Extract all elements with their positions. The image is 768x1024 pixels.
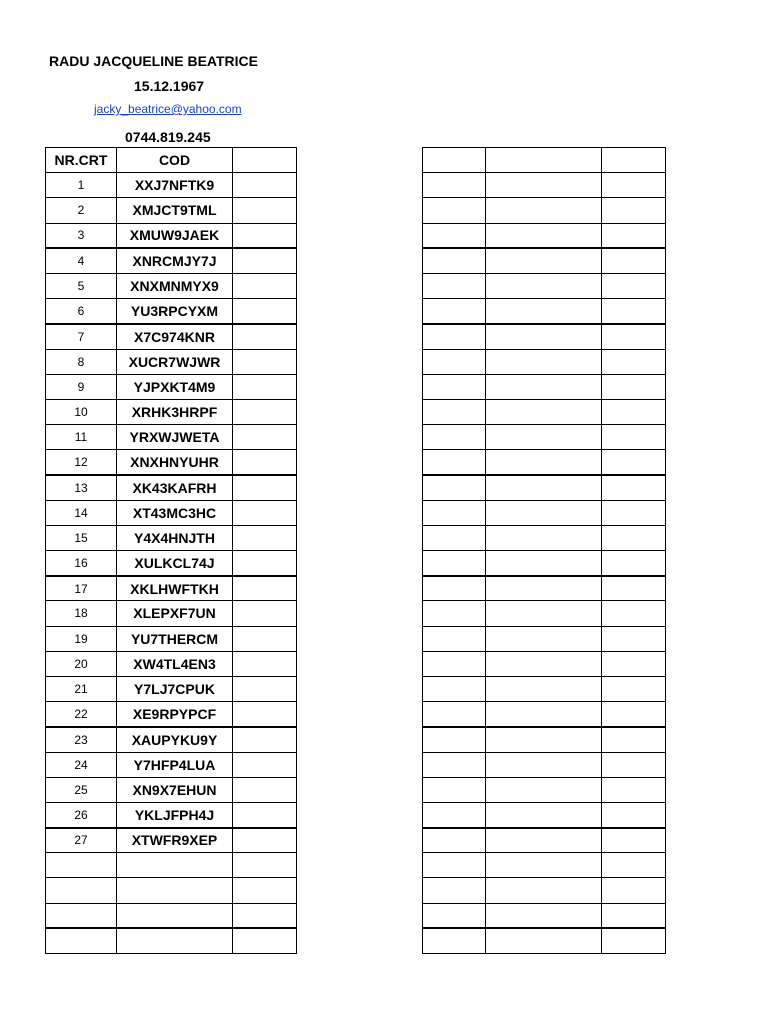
row-number: 17 [46, 576, 117, 601]
empty-cell [486, 828, 602, 853]
row-number: 26 [46, 802, 117, 827]
row-extra-cell [233, 248, 297, 273]
empty-cell [602, 223, 666, 248]
empty-cell [486, 475, 602, 500]
empty-cell [423, 853, 486, 878]
table-row [46, 525, 297, 550]
empty-cell [423, 450, 486, 475]
row-code: YKLJFPH4J [117, 802, 233, 827]
row-number: 24 [46, 752, 117, 777]
empty-cell [602, 928, 666, 953]
empty-cell [602, 878, 666, 903]
empty-cell [602, 777, 666, 802]
row-extra-cell [233, 903, 297, 928]
row-number: 23 [46, 727, 117, 752]
empty-cell [486, 248, 602, 273]
row-number: 3 [46, 223, 117, 248]
empty-cell [602, 676, 666, 701]
row-extra-cell [233, 878, 297, 903]
row-extra-cell [233, 752, 297, 777]
row-number: 13 [46, 475, 117, 500]
row-code: Y7HFP4LUA [117, 752, 233, 777]
empty-table-row [423, 828, 666, 853]
empty-cell [602, 525, 666, 550]
empty-cell [486, 299, 602, 324]
row-extra-cell [233, 475, 297, 500]
empty-cell [486, 525, 602, 550]
empty-cell [486, 425, 602, 450]
empty-cell [602, 248, 666, 273]
empty-table-row [423, 273, 666, 298]
empty-table-row [423, 853, 666, 878]
empty-cell [423, 551, 486, 576]
empty-cell [486, 727, 602, 752]
empty-table-row [423, 324, 666, 349]
empty-cell [423, 676, 486, 701]
empty-cell [602, 198, 666, 223]
table-row [46, 676, 297, 701]
row-extra-cell [233, 601, 297, 626]
row-code: XKLHWFTKH [117, 576, 233, 601]
row-extra-cell [233, 299, 297, 324]
row-number: 20 [46, 651, 117, 676]
row-code: XMJCT9TML [117, 198, 233, 223]
row-number: 10 [46, 399, 117, 424]
table-row [46, 928, 297, 953]
empty-cell [602, 802, 666, 827]
row-extra-cell [233, 828, 297, 853]
empty-cell [602, 500, 666, 525]
empty-cell [423, 727, 486, 752]
table-row [46, 777, 297, 802]
row-code: YU7THERCM [117, 626, 233, 651]
row-number [46, 853, 117, 878]
empty-cell [602, 551, 666, 576]
row-number [46, 928, 117, 953]
row-code: X7C974KNR [117, 324, 233, 349]
row-extra-cell [233, 173, 297, 198]
empty-cell [423, 223, 486, 248]
empty-cell [486, 853, 602, 878]
empty-cell [423, 601, 486, 626]
row-number: 11 [46, 425, 117, 450]
row-extra-cell [233, 853, 297, 878]
empty-cell [423, 777, 486, 802]
row-code: YRXWJWETA [117, 425, 233, 450]
row-number: 8 [46, 349, 117, 374]
row-number: 14 [46, 500, 117, 525]
row-code: XUCR7WJWR [117, 349, 233, 374]
table-row [46, 878, 297, 903]
table-row [46, 173, 297, 198]
row-number: 12 [46, 450, 117, 475]
empty-cell [486, 148, 602, 173]
empty-cell [602, 651, 666, 676]
row-code: XULKCL74J [117, 551, 233, 576]
email-link[interactable]: jacky_beatrice@yahoo.com [94, 102, 242, 116]
empty-cell [423, 349, 486, 374]
person-name: RADU JACQUELINE BEATRICE [49, 53, 258, 69]
table-row [46, 828, 297, 853]
empty-cell [486, 601, 602, 626]
empty-cell [486, 551, 602, 576]
row-number: 1 [46, 173, 117, 198]
empty-cell [486, 903, 602, 928]
empty-cell [423, 475, 486, 500]
table-header-row [46, 148, 297, 173]
empty-cell [423, 248, 486, 273]
empty-cell [423, 374, 486, 399]
row-code: XT43MC3HC [117, 500, 233, 525]
codes-table [45, 147, 297, 954]
empty-cell [486, 324, 602, 349]
empty-cell [486, 802, 602, 827]
row-extra-cell [233, 349, 297, 374]
table-row [46, 601, 297, 626]
table-row [46, 853, 297, 878]
row-extra-cell [233, 702, 297, 727]
row-number: 25 [46, 777, 117, 802]
row-number: 19 [46, 626, 117, 651]
column-header-cod: COD [117, 148, 233, 173]
row-extra-cell [233, 626, 297, 651]
row-extra-cell [233, 551, 297, 576]
row-code: YU3RPCYXM [117, 299, 233, 324]
empty-cell [486, 651, 602, 676]
empty-cell [423, 576, 486, 601]
empty-cell [602, 425, 666, 450]
empty-cell [423, 702, 486, 727]
table-row [46, 727, 297, 752]
row-extra-cell [233, 198, 297, 223]
empty-table-row [423, 878, 666, 903]
empty-cell [602, 626, 666, 651]
empty-table-row [423, 475, 666, 500]
empty-table-row [423, 551, 666, 576]
empty-cell [486, 878, 602, 903]
empty-cell [602, 702, 666, 727]
empty-cell [423, 752, 486, 777]
empty-cell [486, 173, 602, 198]
empty-cell [602, 853, 666, 878]
row-number: 5 [46, 273, 117, 298]
table-row [46, 248, 297, 273]
empty-table-row [423, 500, 666, 525]
column-header-extra [233, 148, 297, 173]
empty-cell [486, 777, 602, 802]
empty-table-row [423, 702, 666, 727]
empty-cell [486, 626, 602, 651]
empty-table-row [423, 399, 666, 424]
empty-cell [423, 273, 486, 298]
empty-cell [602, 349, 666, 374]
table-row [46, 399, 297, 424]
row-number: 2 [46, 198, 117, 223]
table-row [46, 349, 297, 374]
row-code: YJPXKT4M9 [117, 374, 233, 399]
table-row [46, 802, 297, 827]
row-number: 27 [46, 828, 117, 853]
empty-cell [423, 299, 486, 324]
empty-cell [602, 324, 666, 349]
empty-cell [486, 450, 602, 475]
row-code: XNXHNYUHR [117, 450, 233, 475]
row-extra-cell [233, 928, 297, 953]
empty-cell [423, 148, 486, 173]
table-row [46, 299, 297, 324]
table-row [46, 702, 297, 727]
empty-table-row [423, 450, 666, 475]
empty-cell [486, 374, 602, 399]
row-number: 6 [46, 299, 117, 324]
row-code: XMUW9JAEK [117, 223, 233, 248]
empty-cell [423, 626, 486, 651]
phone-number: 0744.819.245 [125, 129, 211, 145]
empty-table-row [423, 576, 666, 601]
row-extra-cell [233, 576, 297, 601]
empty-cell [602, 903, 666, 928]
empty-cell [602, 299, 666, 324]
empty-cell [486, 273, 602, 298]
empty-table-row [423, 148, 666, 173]
empty-cell [486, 349, 602, 374]
empty-cell [486, 576, 602, 601]
row-number [46, 878, 117, 903]
row-extra-cell [233, 324, 297, 349]
empty-table-row [423, 349, 666, 374]
row-extra-cell [233, 374, 297, 399]
empty-cell [602, 148, 666, 173]
table-row [46, 576, 297, 601]
row-code: XK43KAFRH [117, 475, 233, 500]
empty-table-row [423, 223, 666, 248]
empty-table-row [423, 198, 666, 223]
row-code: XNXMNMYX9 [117, 273, 233, 298]
table-row [46, 223, 297, 248]
empty-table-row [423, 777, 666, 802]
empty-cell [423, 500, 486, 525]
empty-cell [602, 475, 666, 500]
empty-cell [486, 702, 602, 727]
row-number: 4 [46, 248, 117, 273]
table-row [46, 374, 297, 399]
empty-cell [486, 198, 602, 223]
empty-cell [423, 802, 486, 827]
table-row [46, 198, 297, 223]
row-code [117, 878, 233, 903]
row-code: XW4TL4EN3 [117, 651, 233, 676]
table-row [46, 651, 297, 676]
empty-table-row [423, 425, 666, 450]
row-extra-cell [233, 651, 297, 676]
empty-table-row [423, 626, 666, 651]
empty-cell [486, 676, 602, 701]
empty-cell [602, 173, 666, 198]
row-number: 16 [46, 551, 117, 576]
empty-cell [602, 601, 666, 626]
empty-cell [423, 425, 486, 450]
row-extra-cell [233, 500, 297, 525]
empty-table-row [423, 651, 666, 676]
row-code: XAUPYKU9Y [117, 727, 233, 752]
empty-table-row [423, 173, 666, 198]
empty-table-row [423, 525, 666, 550]
empty-table-row [423, 601, 666, 626]
row-code: XXJ7NFTK9 [117, 173, 233, 198]
empty-cell [423, 903, 486, 928]
empty-cell [423, 878, 486, 903]
empty-cell [486, 928, 602, 953]
empty-table-row [423, 727, 666, 752]
empty-table-row [423, 903, 666, 928]
empty-cell [423, 173, 486, 198]
row-code [117, 853, 233, 878]
empty-table-row [423, 248, 666, 273]
table-row [46, 273, 297, 298]
table-row [46, 450, 297, 475]
table-row [46, 475, 297, 500]
empty-cell [602, 727, 666, 752]
table-row [46, 903, 297, 928]
birth-date: 15.12.1967 [134, 78, 205, 94]
row-code: Y4X4HNJTH [117, 525, 233, 550]
row-code: XLEPXF7UN [117, 601, 233, 626]
row-code: XTWFR9XEP [117, 828, 233, 853]
empty-cell [423, 928, 486, 953]
empty-cell [602, 752, 666, 777]
table-row [46, 551, 297, 576]
empty-cell [602, 576, 666, 601]
table-row [46, 752, 297, 777]
row-extra-cell [233, 425, 297, 450]
row-number: 9 [46, 374, 117, 399]
row-code [117, 903, 233, 928]
empty-cell [602, 828, 666, 853]
empty-cell [486, 500, 602, 525]
row-number [46, 903, 117, 928]
empty-cell [602, 399, 666, 424]
row-extra-cell [233, 525, 297, 550]
empty-cell [423, 198, 486, 223]
empty-table-row [423, 676, 666, 701]
empty-cell [486, 752, 602, 777]
row-extra-cell [233, 399, 297, 424]
row-code: Y7LJ7CPUK [117, 676, 233, 701]
row-code: XN9X7EHUN [117, 777, 233, 802]
empty-cell [423, 651, 486, 676]
row-number: 22 [46, 702, 117, 727]
empty-table-row [423, 802, 666, 827]
empty-table-row [423, 374, 666, 399]
row-extra-cell [233, 223, 297, 248]
row-code [117, 928, 233, 953]
row-code: XE9RPYPCF [117, 702, 233, 727]
row-extra-cell [233, 802, 297, 827]
table-row [46, 324, 297, 349]
empty-cell [423, 324, 486, 349]
row-extra-cell [233, 777, 297, 802]
empty-cell [602, 374, 666, 399]
table-row [46, 425, 297, 450]
table-row [46, 500, 297, 525]
row-extra-cell [233, 676, 297, 701]
row-code: XRHK3HRPF [117, 399, 233, 424]
empty-cell [602, 273, 666, 298]
empty-table-row [423, 299, 666, 324]
empty-table-row [423, 752, 666, 777]
row-number: 18 [46, 601, 117, 626]
empty-cell [423, 399, 486, 424]
row-number: 21 [46, 676, 117, 701]
row-extra-cell [233, 273, 297, 298]
table-row [46, 626, 297, 651]
row-number: 7 [46, 324, 117, 349]
empty-cell [486, 223, 602, 248]
row-code: XNRCMJY7J [117, 248, 233, 273]
empty-table-row [423, 928, 666, 953]
empty-cell [423, 828, 486, 853]
row-extra-cell [233, 727, 297, 752]
column-header-nr: NR.CRT [46, 148, 117, 173]
empty-table [422, 147, 666, 954]
empty-cell [602, 450, 666, 475]
row-extra-cell [233, 450, 297, 475]
empty-cell [423, 525, 486, 550]
empty-cell [486, 399, 602, 424]
row-number: 15 [46, 525, 117, 550]
